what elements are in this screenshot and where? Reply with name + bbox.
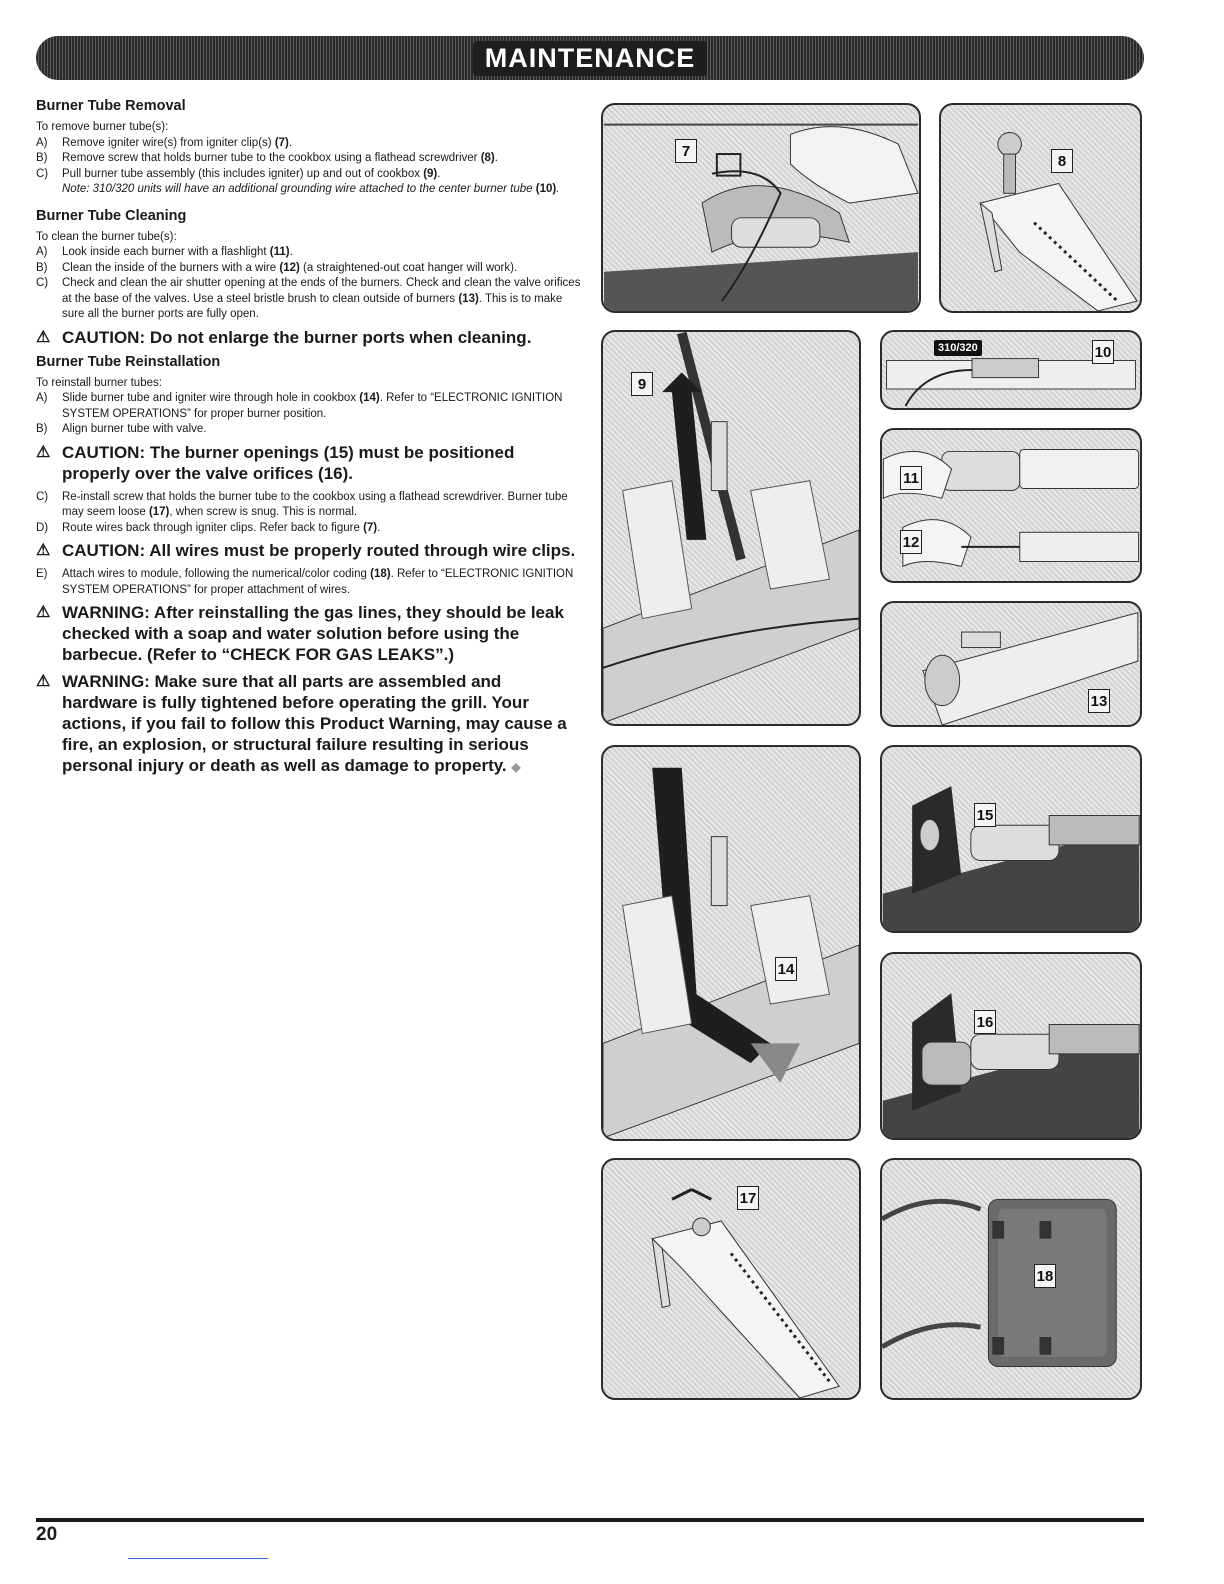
figure-11-label: 11 bbox=[900, 466, 922, 490]
figure-16-label: 16 bbox=[974, 1010, 996, 1034]
reinstall-step-b: B) Align burner tube with valve. bbox=[36, 423, 207, 435]
cleaning-step-c: C) Check and clean the air shutter opening at the ends of the burners. Check and clean the valve orifices at the base of the valves. Use a steel bristle brush to clean outside of burners (13). This is to make sure all the burner ports are fully open. bbox=[36, 277, 581, 320]
removal-note: Note: 310/320 units will have an additional grounding wire attached to the center burner tube (10). bbox=[62, 183, 560, 195]
caution-burner-ports: ⚠ CAUTION: Do not enlarge the burner ports when cleaning. bbox=[36, 327, 532, 347]
reinstall-step-c: C) Re-install screw that holds the burner tube to the cookbox using a flathead screwdriver. Burner tube may seem loose (17), when screw is snug. This is normal. bbox=[36, 490, 568, 518]
figure-7-label: 7 bbox=[675, 139, 697, 163]
warning-triangle-icon: ⚠ bbox=[36, 328, 51, 346]
cleaning-heading: Burner Tube Cleaning bbox=[36, 207, 187, 224]
figure-13-panel bbox=[880, 601, 1142, 727]
caution-burner-openings: ⚠ CAUTION: The burner openings (15) must be positioned properly over the valve orifices (16). bbox=[36, 442, 515, 483]
page-number: 20 bbox=[36, 1524, 58, 1545]
warning-triangle-icon: ⚠ bbox=[36, 604, 51, 621]
caution-wire-routing: ⚠ CAUTION: All wires must be properly routed through wire clips. bbox=[36, 541, 576, 560]
section-title: MAINTENANCE bbox=[473, 41, 708, 76]
removal-step-a: A) Remove igniter wire(s) from igniter clip(s) (7). bbox=[36, 136, 293, 149]
figure-14-label: 14 bbox=[775, 957, 797, 981]
figure-18-panel bbox=[880, 1158, 1142, 1400]
figure-12-label: 12 bbox=[900, 530, 922, 554]
cleaning-step-b: B) Clean the inside of the burners with a wire (12) (a straightened-out coat hanger will work). bbox=[36, 261, 518, 274]
figure-8-label: 8 bbox=[1051, 149, 1073, 173]
cleaning-step-a: A) Look inside each burner with a flashlight (11). bbox=[36, 246, 293, 258]
cleaning-intro: To clean the burner tube(s): bbox=[36, 230, 177, 243]
removal-step-b: B) Remove screw that holds burner tube to the cookbox using a flathead screwdriver (8). bbox=[36, 152, 498, 164]
removal-step-c: C) Pull burner tube assembly (this includes igniter) up and out of cookbox (9). bbox=[36, 167, 441, 180]
reinstall-intro: To reinstall burner tubes: bbox=[36, 376, 162, 389]
figure-7-panel bbox=[601, 103, 921, 313]
figure-14-panel bbox=[601, 745, 861, 1141]
warning-hardware-tightened: ⚠ WARNING: Make sure that all parts are assembled and hardware is fully tightened before operating the grill. Your actions, if you fail to follow this Product Warning, may cause a fire, an explosion, or structural failure resulting in serious personal injury or death as well as damage to property. ◆ bbox=[36, 671, 581, 778]
footer-rule bbox=[36, 1518, 1144, 1522]
figure-13-label: 13 bbox=[1088, 689, 1110, 713]
end-diamond-icon: ◆ bbox=[511, 760, 521, 774]
reinstall-step-d: D) Route wires back through igniter clips. Refer back to figure (7). bbox=[36, 521, 381, 534]
figure-17-panel bbox=[601, 1158, 861, 1400]
reinstall-step-a: A) Slide burner tube and igniter wire through hole in cookbox (14). Refer to “ELECTRONIC IGNITION SYSTEM OPERATIONS” for proper burner position. bbox=[36, 392, 563, 420]
removal-heading: Burner Tube Removal bbox=[36, 98, 186, 114]
warning-leak-check: ⚠ WARNING: After reinstalling the gas lines, they should be leak checked with a soap and water solution before using the barbecue. (Refer to “CHECK FOR GAS LEAKS”.) bbox=[36, 603, 564, 664]
figure-10-label: 10 bbox=[1092, 340, 1114, 364]
figure-8-panel bbox=[939, 103, 1142, 313]
figure-15-label: 15 bbox=[974, 803, 996, 827]
figure-9-label: 9 bbox=[631, 372, 653, 396]
instructions-column bbox=[36, 98, 581, 784]
figure-11-12-panel bbox=[880, 428, 1142, 583]
reinstall-heading: Burner Tube Reinstallation bbox=[36, 353, 221, 370]
removal-intro: To remove burner tube(s): bbox=[36, 121, 169, 133]
warning-triangle-icon: ⚠ bbox=[36, 443, 51, 461]
warning-triangle-icon: ⚠ bbox=[36, 673, 51, 690]
reinstall-step-e: E) Attach wires to module, following the numerical/color coding (18). Refer to “ELECTRONIC IGNITION SYSTEM OPERATIONS” for proper attachment of wires. bbox=[36, 568, 574, 596]
warning-triangle-icon: ⚠ bbox=[36, 542, 51, 559]
figure-9-panel bbox=[601, 330, 861, 726]
figure-16-panel bbox=[880, 952, 1142, 1140]
bottom-underline bbox=[128, 1558, 268, 1559]
figure-15-panel bbox=[880, 745, 1142, 933]
model-310-320-badge: 310/320 bbox=[934, 340, 982, 356]
figure-18-label: 18 bbox=[1034, 1264, 1056, 1288]
figure-17-label: 17 bbox=[737, 1186, 759, 1210]
figure-10-panel bbox=[880, 330, 1142, 410]
section-banner bbox=[36, 36, 1144, 80]
